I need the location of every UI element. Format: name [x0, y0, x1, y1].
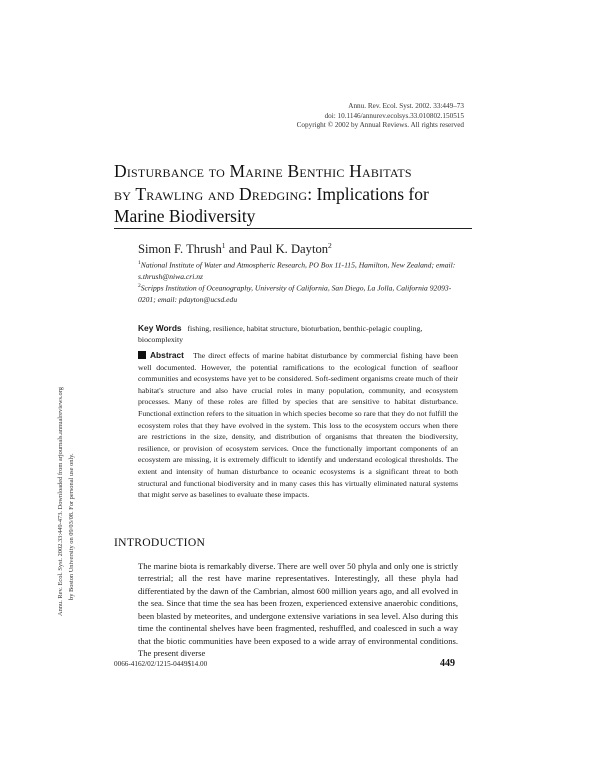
author-line [138, 241, 332, 257]
affiliation [138, 281, 458, 305]
download-notice-line: by Boston University on 09/03/08. For personal use only. [67, 453, 75, 600]
citation-line: Annu. Rev. Ecol. Syst. 2002. 33:449–73 [348, 102, 464, 110]
doi-line: doi: 10.1146/annurev.ecolsys.33.010802.150515 [324, 111, 464, 120]
title-part: : Implications for [307, 183, 429, 204]
copyright-line: Copyright © 2002 by Annual Reviews. All rights reserved [296, 121, 464, 130]
affil-marker: 2 [138, 283, 141, 289]
title-divider [114, 228, 472, 229]
abstract [138, 350, 458, 501]
title-part: Marine Biodiversity [114, 206, 256, 226]
author-name: Paul K. Dayton [250, 242, 329, 257]
keywords [138, 323, 458, 346]
footer-code: 0066-4162/02/1215-0449$14.00 [114, 660, 208, 668]
intro-paragraph: The marine biota is remarkably diverse. There are well over 50 phyla and only one is strictly terrestrial; all the rest have marine representatives. Interestingly, all these phyla had differentiated by the dawn of the Cambrian, almost 600 million years ago, and all evolved in the sea. Since that time the sea has been frozen, experienced extensive anaerobic conditions, been blasted by meteorites, and undergone extensive variations in sea level. Also during this time the continental shelves have been fragmented, reshuffled, and coalesced in such a way that the biotic communities have been exposed to a wide array of environmental conditions. The present diverse [138, 561, 458, 659]
title-part: Disturbance to Marine Benthic Habitats [114, 161, 412, 181]
affil-text: Scripps Institution of Oceanography, University of California, San Diego, La Jolla, California 92093-0201; email: pdayton@ucsd.edu [138, 283, 452, 304]
square-bullet-icon [138, 351, 146, 359]
download-notice-line: Annu. Rev. Ecol. Syst. 2002.33:449-473. Downloaded from arjournals.annualreviews.org [57, 387, 64, 616]
affil-text: National Institute of Water and Atmospheric Research, PO Box 11-115, Hamilton, New Zealand; email: s.thrush@niwa.cri.nz [138, 260, 456, 281]
affil-marker: 1 [138, 260, 141, 266]
author-affil-marker: 2 [328, 241, 332, 250]
page-number: 449 [440, 658, 455, 669]
citation-block [164, 102, 464, 131]
section-heading: INTRODUCTION [114, 536, 206, 549]
author-name: Simon F. Thrush [138, 242, 222, 257]
article-title [114, 160, 474, 228]
author-affil-marker: 1 [221, 241, 226, 250]
download-notice [56, 236, 94, 616]
abstract-label: Abstract [150, 350, 184, 360]
affiliation [138, 258, 458, 282]
keywords-text: fishing, resilience, habitat structure, bioturbation, benthic-pelagic coupling, biocomplexity [138, 324, 423, 345]
abstract-text: The direct effects of marine habitat disturbance by commercial fishing have been well documented. However, the potential ramifications to the ecological function of seafloor communities and ecosystems have yet to be considered. Soft-sediment organisms create much of their habitat's structure and also have crucial roles in many population, community, and ecosystem processes. Many of these roles are filled by species that are sensitive to habitat disturbance. Functional extinction refers to the situation in which species become so rare that they do not fulfill the ecosystem roles that they have evolved in the system. This loss to the ecosystem occurs when there are restrictions in the size, density, and distribution of organisms that threaten the biodiversity, resilience, or provision of ecosystem services. Once the functionally important components of an ecosystem are missing, it is extremely difficult to identify and understand ecological thresholds. The extent and intensity of human disturbance to oceanic ecosystems is a significant threat to both structural and functional biodiversity and in many cases this has virtually eliminated natural systems that might serve as baselines to evaluate these impacts. [138, 351, 458, 500]
author-join: and [225, 242, 251, 257]
keywords-label: Key Words [138, 323, 182, 333]
title-part: by Trawling and Dredging [114, 183, 308, 204]
